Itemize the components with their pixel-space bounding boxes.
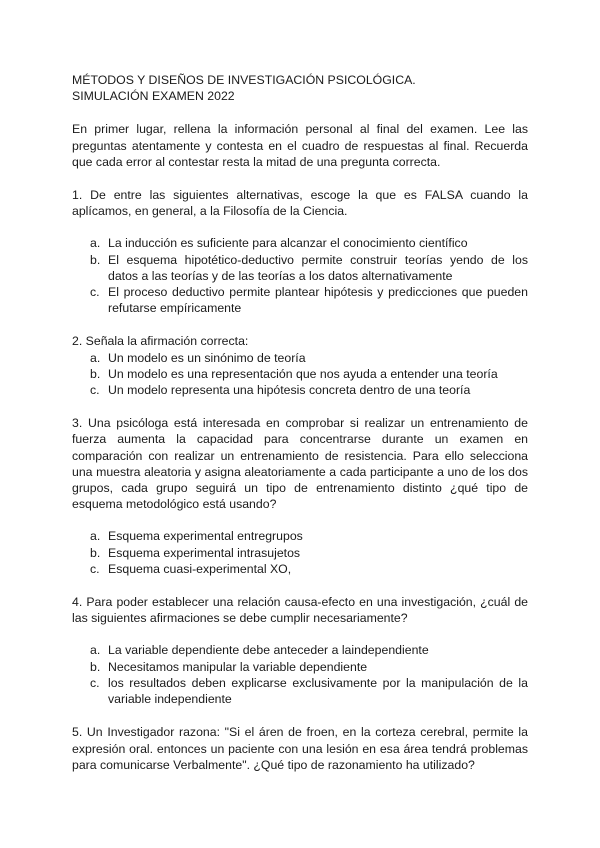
document-page (72, 72, 528, 773)
document-title-line-2: SIMULACIÓN EXAMEN 2022 (72, 89, 235, 104)
option-letter: c. (90, 561, 100, 576)
question-4-option-a (72, 642, 528, 658)
question-1-text: 1. De entre las siguientes alternativas, escoge la que es FALSA cuando la aplícamos, en general, a la Filosofía de la Ciencia. (72, 188, 528, 219)
option-letter: a. (90, 529, 101, 544)
question-2-option-a (72, 350, 528, 366)
option-letter: c. (90, 383, 100, 398)
option-text: Esquema cuasi-experimental XO, (108, 561, 292, 576)
option-text: Necesitamos manipular la variable dependiente (108, 659, 368, 674)
option-text: La inducción es suficiente para alcanzar el conocimiento científico (108, 236, 468, 251)
question-1-option-b (72, 252, 528, 284)
question-1-options (72, 235, 528, 316)
option-letter: a. (90, 643, 101, 658)
question-3-option-a (72, 528, 528, 544)
option-letter: a. (90, 350, 101, 365)
question-4-text: 4. Para poder establecer una relación causa-efecto en una investigación, ¿cuál de las siguientes afirmaciones se debe cumplir necesariamente? (72, 595, 528, 626)
question-3-option-c (72, 561, 528, 577)
question-4-options (72, 642, 528, 707)
question-4-option-b (72, 659, 528, 675)
option-letter: c. (90, 675, 100, 690)
option-text: La variable dependiente debe anteceder a laindependiente (108, 643, 429, 658)
question-3-option-b (72, 545, 528, 561)
option-text: Esquema experimental intrasujetos (108, 545, 301, 560)
option-text: Esquema experimental entregrupos (108, 529, 303, 544)
question-1-option-c (72, 284, 528, 316)
option-text: los resultados deben explicarse exclusivamente por la manipulación de la variable independiente (108, 675, 528, 707)
question-2-option-c (72, 382, 528, 398)
option-letter: c. (90, 285, 100, 300)
option-letter: b. (90, 366, 101, 381)
question-2-options (72, 350, 528, 399)
question-2-option-b (72, 366, 528, 382)
document-title-line-1: MÉTODOS Y DISEÑOS DE INVESTIGACIÓN PSICOLÓGICA. (72, 73, 416, 87)
option-letter: b. (90, 252, 101, 267)
option-letter: b. (90, 659, 101, 674)
question-4-option-c (72, 675, 528, 707)
option-text: Un modelo representa una hipótesis concreta dentro de una teoría (108, 383, 471, 398)
option-text: El proceso deductivo permite plantear hipótesis y predicciones que pueden refutarse empíricamente (108, 285, 528, 316)
option-text: El esquema hipotético-deductivo permite construir teorías yendo de los datos a las teorías y de las teorías a los datos alternativamente (108, 252, 528, 283)
option-letter: b. (90, 545, 101, 560)
question-1-option-a (72, 235, 528, 251)
option-letter: a. (90, 236, 101, 251)
intro-paragraph: En primer lugar, rellena la información personal al final del examen. Lee las preguntas atentamente y contesta en el cuadro de respuestas al final. Recuerda que cada error al contestar resta la mitad de una pregunta correcta. (72, 122, 528, 169)
question-3-text: 3. Una psicóloga está interesada en comprobar si realizar un entrenamiento de fuerza aumenta la capacidad para concentrarse durante un examen en comparación con realizar un entrenamiento de resistencia. Para ello selecciona una muestra aleatoria y asigna aleatoriamente a cada participante a uno de los dos grupos, cada grupo seguirá un tipo de entrenamiento distinto ¿qué tipo de esquema metodológico está usando? (72, 416, 528, 512)
question-5-text: 5. Un Investigador razona: "Si el áren de froen, en la corteza cerebral, permite la expresión oral. entonces un paciente con una lesión en esa área tendrá problemas para comunicarse Verbalmente". ¿Qué tipo de razonamiento ha utilizado? (72, 725, 528, 772)
option-text: Un modelo es una representación que nos ayuda a entender una teoría (108, 366, 498, 381)
question-2-text: 2. Señala la afirmación correcta: (72, 334, 249, 349)
option-text: Un modelo es un sinónimo de teoría (108, 350, 306, 365)
question-3-options (72, 528, 528, 577)
